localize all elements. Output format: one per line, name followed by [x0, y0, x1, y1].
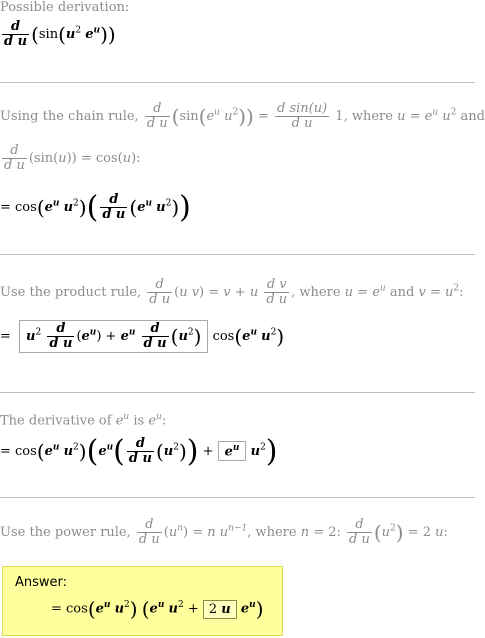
step-exp-derivative-text: The derivative of $e^u$ is $e^u$:	[0, 412, 167, 429]
answer-label: Answer:	[15, 575, 68, 590]
separator	[0, 82, 475, 83]
step-chain-rule-result: = $\cos(e^u$ $u^2$)( $\frac{d}{\text{d u}}$ ($e^u$ $u^2$))	[0, 190, 191, 225]
step-chain-rule-text: Using the chain rule, $\frac{d}{\text{d u}}$ ($\sin(e^u$ $u^2$)) = $\frac{\text{d sin(u)}}{\text{d u}}$ 1, where $u = e^u$ $u^2$ and	[0, 101, 485, 131]
step-product-rule-text: Use the product rule, $\frac{d}{\text{d u}}$ (u v) = v + u $\frac{\text{d v}}{\text{d u}}$ , where $u = e^u$ and $v = u^2$:	[0, 277, 464, 307]
step-chain-rule-text-2: $\frac{d}{\text{d u}}$ (sin(u)) = cos(u):	[4, 143, 141, 173]
separator	[0, 254, 475, 255]
separator	[0, 392, 475, 393]
answer-expression: = $\cos(e^u$ $u^2$) ($e^u$ $u^2 + 2$ u $e^u$)	[51, 597, 264, 621]
answer-box	[2, 566, 283, 636]
step-product-rule-result: = $u^2$ $\frac{d}{\text{d u}}$ $(e^u) + e^u$ $\frac{d}{\text{d u}}$ $(u^2)$ $\cos(e^u$ $u^2$)	[0, 321, 285, 351]
original-expression: $\frac{d}{\text{d u}}$ ($\sin(u^2$ $e^u$))	[4, 19, 116, 49]
separator	[0, 497, 475, 498]
step-exp-derivative-result: = $\cos(e^u$ $u^2)(e^u$( $\frac{d}{\text{d u}}$ $(u^2)) + e^u$ $u^2$)	[0, 434, 278, 469]
step-power-rule-text: Use the power rule, $\frac{d}{\text{d u}}$ $(u^n) = n$ $u^{n-1}$, where n = 2: $\frac{d}{\text{d u}}$ $(u^2) = 2$ u:	[0, 517, 448, 547]
intro-label: Possible derivation:	[0, 0, 130, 15]
